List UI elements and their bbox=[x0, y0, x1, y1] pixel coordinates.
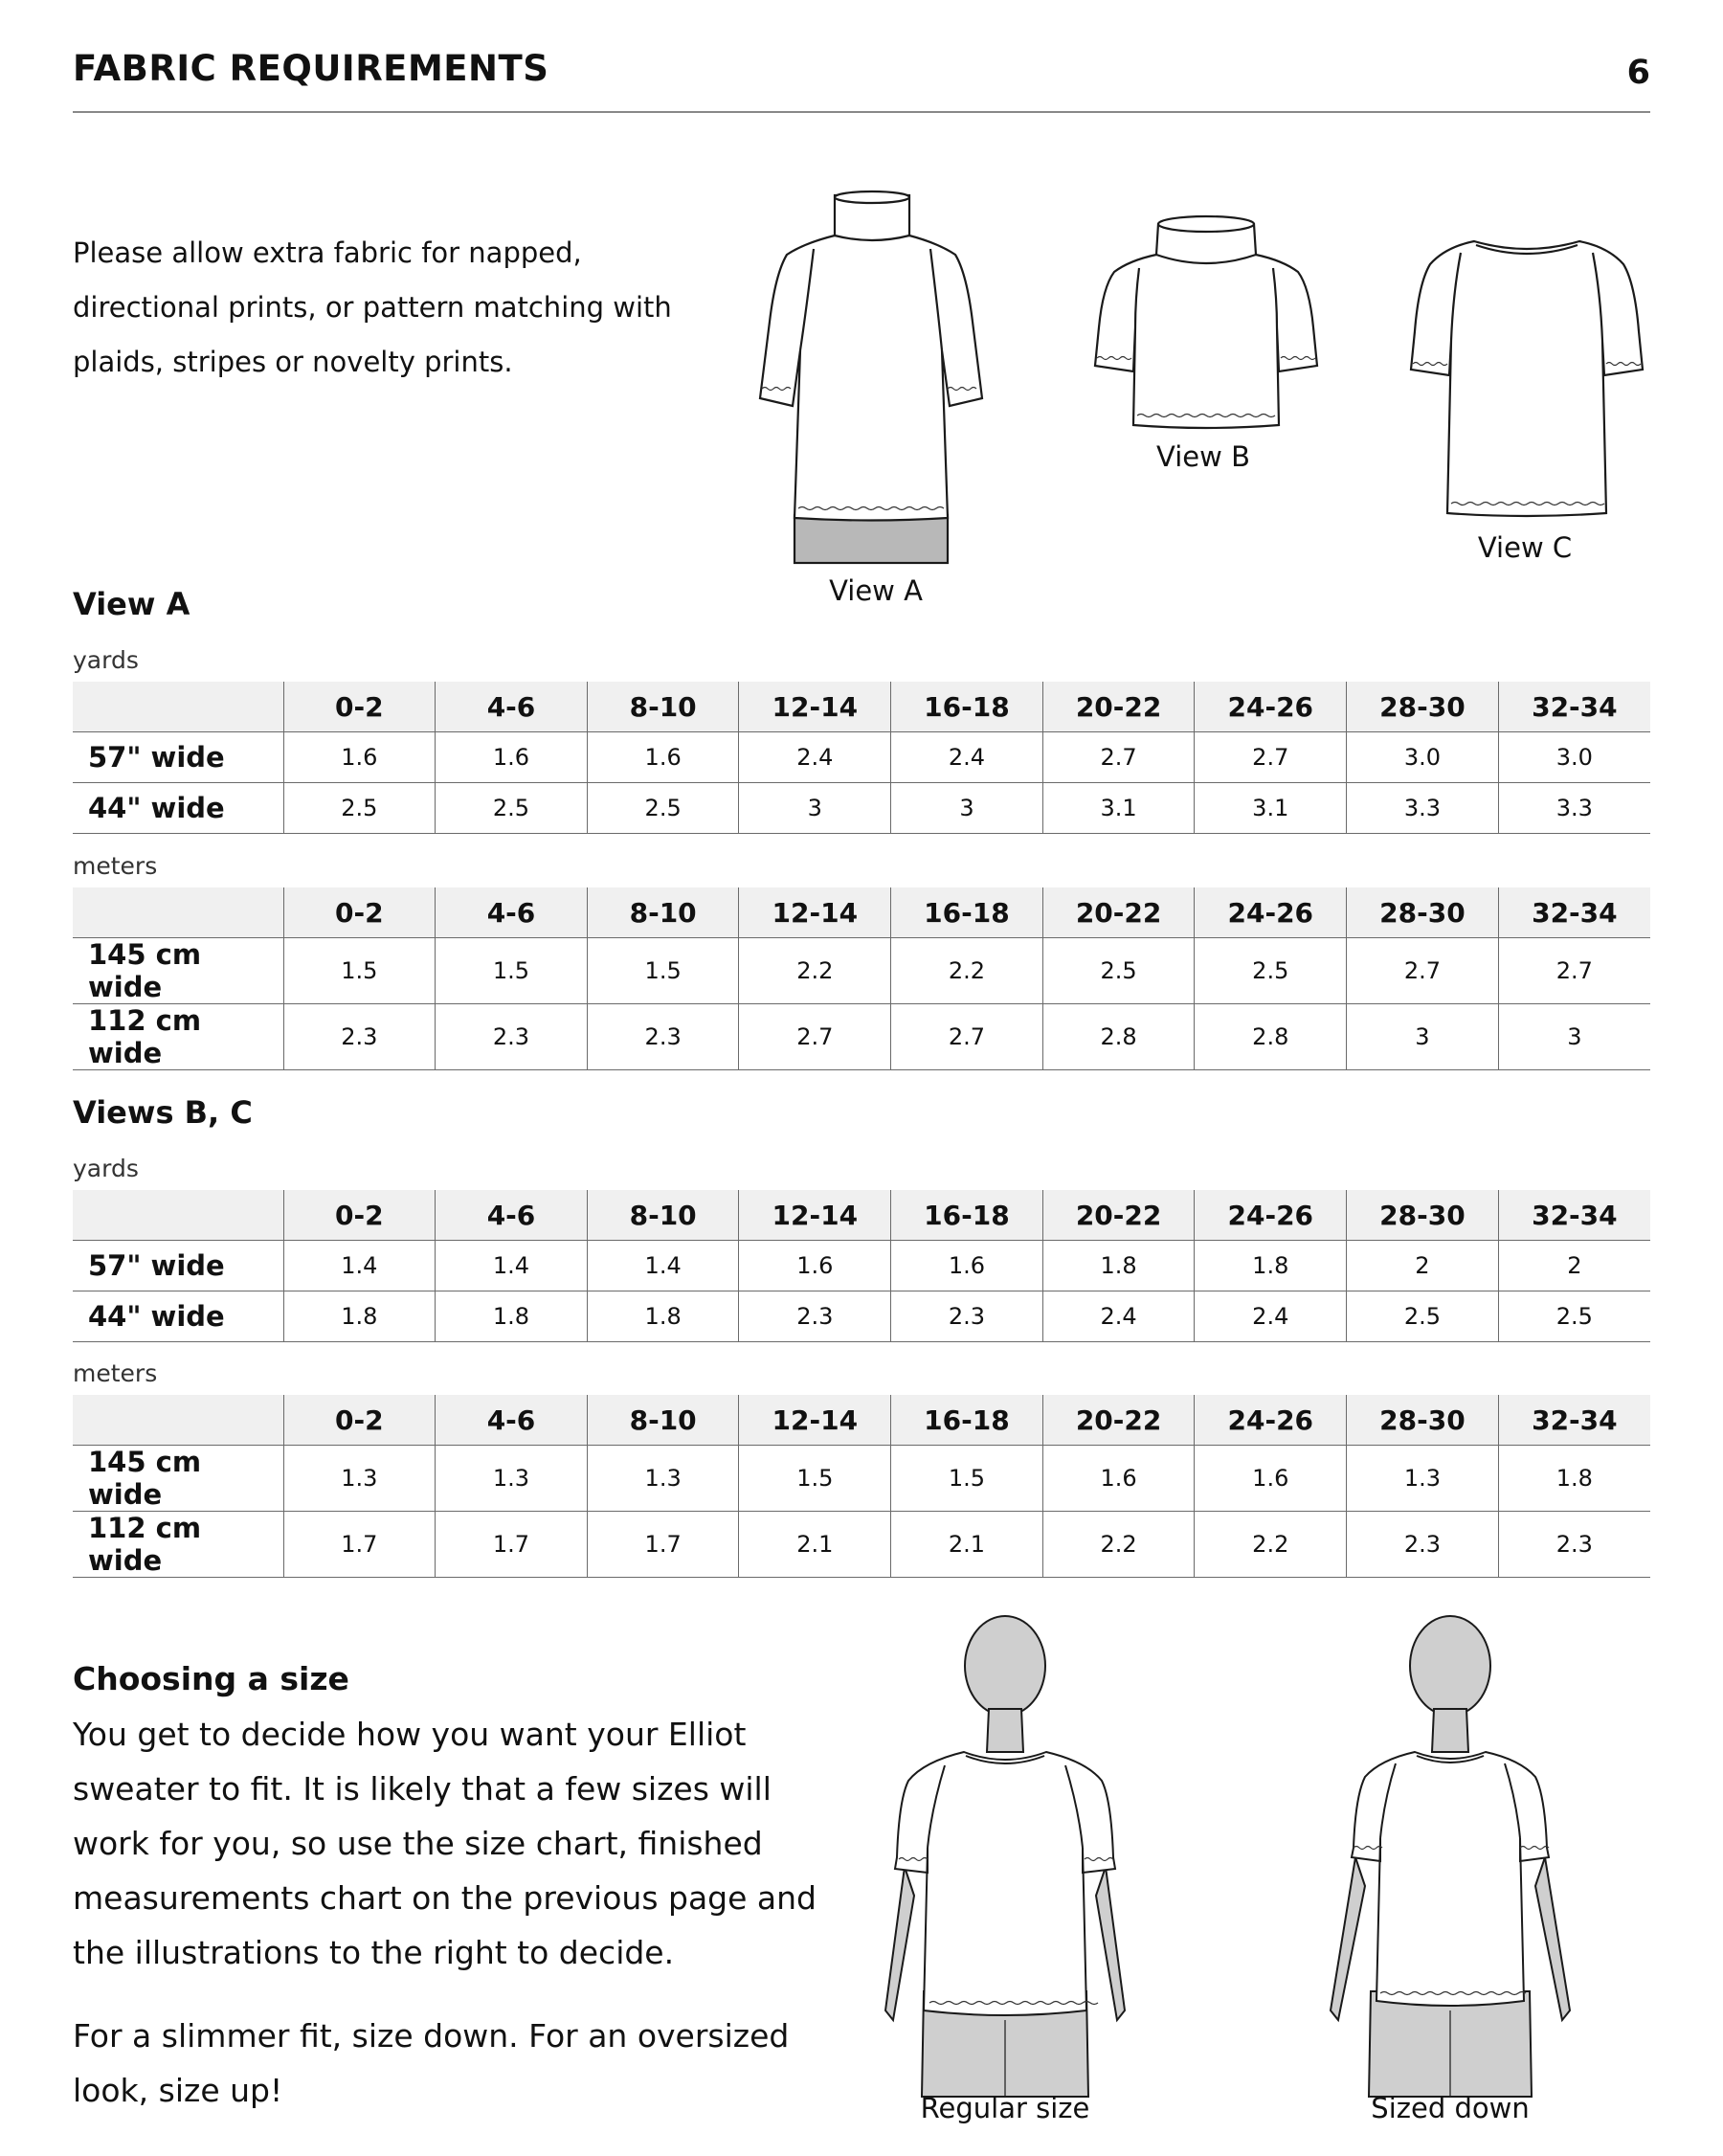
table-cell: 1.8 bbox=[1498, 1446, 1650, 1512]
table-cell: 1.3 bbox=[283, 1446, 436, 1512]
size-header-cell: 8-10 bbox=[587, 682, 739, 732]
table-cell: 2.8 bbox=[1195, 1004, 1347, 1070]
table-cell: 2.3 bbox=[436, 1004, 588, 1070]
table-cell: 3.1 bbox=[1195, 783, 1347, 834]
table-cell: 2.7 bbox=[891, 1004, 1043, 1070]
table-cell: 2.7 bbox=[1042, 732, 1195, 783]
table-cell: 2.3 bbox=[1347, 1512, 1499, 1578]
table-row bbox=[73, 1241, 1650, 1291]
table-cell: 2.7 bbox=[739, 1004, 891, 1070]
table-cell: 2.3 bbox=[587, 1004, 739, 1070]
table-cell: 2.3 bbox=[1498, 1512, 1650, 1578]
corner-cell bbox=[73, 682, 283, 732]
size-header-cell: 8-10 bbox=[587, 1190, 739, 1241]
table-cell: 1.7 bbox=[283, 1512, 436, 1578]
choosing-size-paragraph-2: For a slimmer fit, size down. For an oversized look, size up! bbox=[73, 2017, 790, 2109]
table-cell: 2.2 bbox=[891, 938, 1043, 1004]
table-row bbox=[73, 1446, 1650, 1512]
size-header-row bbox=[73, 1190, 1650, 1241]
table-cell: 3 bbox=[739, 783, 891, 834]
row-label: 57" wide bbox=[73, 732, 283, 783]
row-label: 112 cm wide bbox=[73, 1512, 283, 1578]
table-cell: 2.4 bbox=[1195, 1291, 1347, 1342]
choosing-size-paragraph-1: You get to decide how you want your Elliot sweater to fit. It is likely that a few sizes will work for you, so use the size chart, finished measurements chart on the previous page and the illustrations to the right to decide. bbox=[73, 1716, 817, 1971]
table-row bbox=[73, 1004, 1650, 1070]
table-cell: 2.3 bbox=[891, 1291, 1043, 1342]
corner-cell bbox=[73, 1395, 283, 1446]
views-bc-yards-table bbox=[73, 1190, 1650, 1342]
table-cell: 1.6 bbox=[1195, 1446, 1347, 1512]
table-row bbox=[73, 1291, 1650, 1342]
view-c-illustration bbox=[1407, 236, 1646, 523]
size-header-cell: 28-30 bbox=[1347, 1190, 1499, 1241]
table-cell: 3.1 bbox=[1042, 783, 1195, 834]
table-cell: 3.0 bbox=[1498, 732, 1650, 783]
table-cell: 2.7 bbox=[1347, 938, 1499, 1004]
header-divider bbox=[73, 111, 1650, 113]
size-header-cell: 28-30 bbox=[1347, 887, 1499, 938]
table-cell: 2.5 bbox=[1498, 1291, 1650, 1342]
table-cell: 1.6 bbox=[283, 732, 436, 783]
size-header-row bbox=[73, 887, 1650, 938]
size-header-cell: 32-34 bbox=[1498, 1190, 1650, 1241]
intro-text: Please allow extra fabric for napped, directional prints, or pattern matching with plaids, stripes or novelty prints. bbox=[73, 236, 672, 378]
view-a-title: View A bbox=[73, 586, 190, 622]
size-header-cell: 16-18 bbox=[891, 1190, 1043, 1241]
size-header-cell: 4-6 bbox=[436, 682, 588, 732]
table-cell: 2.5 bbox=[1195, 938, 1347, 1004]
table-cell: 3.3 bbox=[1347, 783, 1499, 834]
size-header-cell: 0-2 bbox=[283, 1190, 436, 1241]
table-cell: 1.3 bbox=[436, 1446, 588, 1512]
views-bc-meters-table bbox=[73, 1395, 1650, 1578]
size-header-cell: 20-22 bbox=[1042, 887, 1195, 938]
table-cell: 2.3 bbox=[283, 1004, 436, 1070]
caption-regular-size: Regular size bbox=[920, 2092, 1090, 2124]
table-cell: 1.4 bbox=[283, 1241, 436, 1291]
view-c-caption: View C bbox=[1477, 531, 1573, 564]
size-header-cell: 4-6 bbox=[436, 887, 588, 938]
table-cell: 2.5 bbox=[587, 783, 739, 834]
table-cell: 1.6 bbox=[587, 732, 739, 783]
size-header-cell: 8-10 bbox=[587, 887, 739, 938]
table-cell: 1.4 bbox=[587, 1241, 739, 1291]
table-cell: 3.0 bbox=[1347, 732, 1499, 783]
view-a-yards-table bbox=[73, 682, 1650, 834]
table-row bbox=[73, 783, 1650, 834]
table-cell: 1.3 bbox=[587, 1446, 739, 1512]
table-cell: 2.8 bbox=[1042, 1004, 1195, 1070]
size-header-cell: 12-14 bbox=[739, 887, 891, 938]
size-header-cell: 8-10 bbox=[587, 1395, 739, 1446]
size-header-cell: 32-34 bbox=[1498, 887, 1650, 938]
row-label: 145 cm wide bbox=[73, 938, 283, 1004]
view-a-meters-label: meters bbox=[73, 852, 158, 880]
table-cell: 1.5 bbox=[739, 1446, 891, 1512]
view-a-meters-table bbox=[73, 887, 1650, 1070]
view-b-caption: View B bbox=[1156, 440, 1250, 473]
table-cell: 2.7 bbox=[1498, 938, 1650, 1004]
table-cell: 2.5 bbox=[1347, 1291, 1499, 1342]
table-row bbox=[73, 938, 1650, 1004]
size-header-cell: 20-22 bbox=[1042, 1190, 1195, 1241]
mannequin-regular-size-illustration bbox=[866, 1608, 1144, 2097]
size-header-cell: 32-34 bbox=[1498, 1395, 1650, 1446]
table-cell: 1.5 bbox=[283, 938, 436, 1004]
size-header-cell: 20-22 bbox=[1042, 1395, 1195, 1446]
views-bc-title: Views B, C bbox=[73, 1094, 253, 1131]
table-cell: 2 bbox=[1347, 1241, 1499, 1291]
size-header-cell: 28-30 bbox=[1347, 1395, 1499, 1446]
size-header-cell: 16-18 bbox=[891, 682, 1043, 732]
table-cell: 1.6 bbox=[436, 732, 588, 783]
table-cell: 3 bbox=[891, 783, 1043, 834]
size-header-row bbox=[73, 682, 1650, 732]
view-a-yards-label: yards bbox=[73, 646, 139, 674]
views-bc-yards-label: yards bbox=[73, 1155, 139, 1182]
table-cell: 2.3 bbox=[739, 1291, 891, 1342]
size-header-cell: 28-30 bbox=[1347, 682, 1499, 732]
table-cell: 2.5 bbox=[436, 783, 588, 834]
table-cell: 1.8 bbox=[1195, 1241, 1347, 1291]
table-cell: 1.8 bbox=[1042, 1241, 1195, 1291]
size-header-cell: 0-2 bbox=[283, 682, 436, 732]
table-cell: 2.2 bbox=[739, 938, 891, 1004]
size-header-cell: 16-18 bbox=[891, 1395, 1043, 1446]
view-a-illustration bbox=[756, 188, 986, 571]
table-cell: 3 bbox=[1347, 1004, 1499, 1070]
table-cell: 2 bbox=[1498, 1241, 1650, 1291]
mannequin-sized-down-illustration bbox=[1311, 1608, 1589, 2097]
table-cell: 1.8 bbox=[587, 1291, 739, 1342]
table-row bbox=[73, 732, 1650, 783]
size-header-cell: 12-14 bbox=[739, 1190, 891, 1241]
caption-sized-down: Sized down bbox=[1371, 2092, 1530, 2124]
choosing-size-title: Choosing a size bbox=[73, 1660, 349, 1697]
size-header-cell: 24-26 bbox=[1195, 1190, 1347, 1241]
size-header-cell: 0-2 bbox=[283, 887, 436, 938]
size-header-cell: 4-6 bbox=[436, 1395, 588, 1446]
table-cell: 2.4 bbox=[891, 732, 1043, 783]
table-cell: 1.5 bbox=[436, 938, 588, 1004]
table-cell: 1.5 bbox=[587, 938, 739, 1004]
table-cell: 1.4 bbox=[436, 1241, 588, 1291]
corner-cell bbox=[73, 887, 283, 938]
size-header-cell: 24-26 bbox=[1195, 887, 1347, 938]
row-label: 112 cm wide bbox=[73, 1004, 283, 1070]
table-cell: 1.8 bbox=[283, 1291, 436, 1342]
table-cell: 1.3 bbox=[1347, 1446, 1499, 1512]
table-cell: 2.2 bbox=[1195, 1512, 1347, 1578]
size-header-cell: 20-22 bbox=[1042, 682, 1195, 732]
corner-cell bbox=[73, 1190, 283, 1241]
table-cell: 2.4 bbox=[739, 732, 891, 783]
size-header-cell: 24-26 bbox=[1195, 1395, 1347, 1446]
table-cell: 1.6 bbox=[1042, 1446, 1195, 1512]
table-cell: 1.6 bbox=[891, 1241, 1043, 1291]
row-label: 44" wide bbox=[73, 783, 283, 834]
size-header-cell: 24-26 bbox=[1195, 682, 1347, 732]
table-cell: 1.5 bbox=[891, 1446, 1043, 1512]
table-cell: 3.3 bbox=[1498, 783, 1650, 834]
table-cell: 1.7 bbox=[587, 1512, 739, 1578]
size-header-cell: 12-14 bbox=[739, 682, 891, 732]
row-label: 44" wide bbox=[73, 1291, 283, 1342]
table-cell: 2.2 bbox=[1042, 1512, 1195, 1578]
page-title: FABRIC REQUIREMENTS bbox=[73, 48, 549, 89]
table-cell: 2.5 bbox=[1042, 938, 1195, 1004]
size-header-cell: 12-14 bbox=[739, 1395, 891, 1446]
size-header-row bbox=[73, 1395, 1650, 1446]
page-number: 6 bbox=[1626, 54, 1650, 92]
table-cell: 2.5 bbox=[283, 783, 436, 834]
table-cell: 1.6 bbox=[739, 1241, 891, 1291]
table-row bbox=[73, 1512, 1650, 1578]
table-cell: 1.7 bbox=[436, 1512, 588, 1578]
table-cell: 2.4 bbox=[1042, 1291, 1195, 1342]
row-label: 57" wide bbox=[73, 1241, 283, 1291]
size-header-cell: 0-2 bbox=[283, 1395, 436, 1446]
views-bc-meters-label: meters bbox=[73, 1359, 158, 1387]
table-cell: 2.7 bbox=[1195, 732, 1347, 783]
view-b-illustration bbox=[1091, 213, 1321, 433]
table-cell: 2.1 bbox=[739, 1512, 891, 1578]
size-header-cell: 16-18 bbox=[891, 887, 1043, 938]
view-a-caption: View A bbox=[829, 574, 923, 607]
size-header-cell: 32-34 bbox=[1498, 682, 1650, 732]
table-cell: 3 bbox=[1498, 1004, 1650, 1070]
table-cell: 1.8 bbox=[436, 1291, 588, 1342]
row-label: 145 cm wide bbox=[73, 1446, 283, 1512]
size-header-cell: 4-6 bbox=[436, 1190, 588, 1241]
table-cell: 2.1 bbox=[891, 1512, 1043, 1578]
